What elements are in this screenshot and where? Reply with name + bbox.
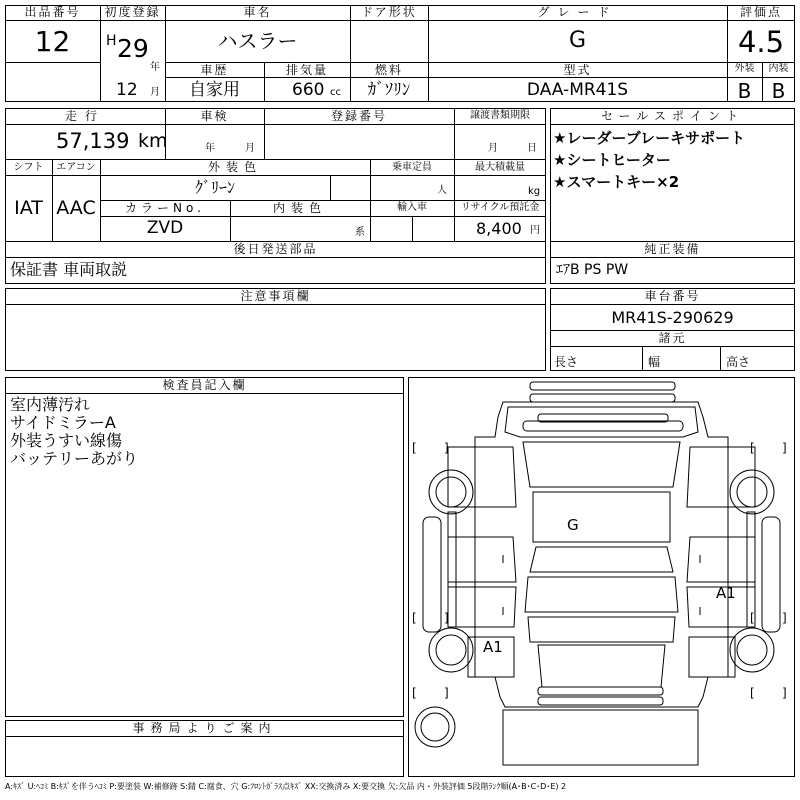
damage-mark-left-rear: A1 [483,638,503,656]
right-sill [747,512,755,627]
divider [550,304,795,305]
registration-month: 12 [116,80,138,100]
dimensions-label: 諸元 [658,331,687,345]
displacement-label: 排気量 [285,63,328,77]
damage-code-legend: A:ｷｽﾞ U:ﾍｺﾐ B:ｷｽﾞを伴うﾍｺﾐ P:要塗装 W:補修跡 S:錆 C:腐食、穴 G:ﾌﾛﾝﾄｶﾞﾗｽ点ｷｽﾞ XX:交換済み X:要交換 欠:欠品 内・外装評価 5段階ﾗﾝｸ順(A･B･C･D･E) 2 [5,782,567,791]
recycle-fee-unit: 円 [530,225,540,236]
interior-color-label: 内装色 [272,201,327,215]
selling-points-label: セールスポイント [601,109,744,123]
bracket-mark: [ [750,441,755,455]
rear-underbody [503,710,698,765]
rear-bumper-panel [538,697,663,705]
interior-color-unit: 系 [355,227,365,238]
right-front-fender [687,447,755,507]
model-code: DAA-MR41S [526,80,629,100]
registration-number-label: 登録番号 [330,109,387,123]
max-load-label: 最大積載量 [475,162,525,173]
inspection-month-unit: 月 [245,143,255,154]
inspector-note: サイドミラーA [10,413,116,432]
windshield [523,442,680,487]
aircon: AAC [56,197,96,219]
front-bumper-panel [530,382,675,390]
shift-label: シフト [13,162,44,173]
divider [100,20,727,21]
height-label: 高さ [726,355,751,369]
fuel-label: 燃料 [374,63,403,77]
recycle-fee-label: リサイクル預託金 [460,202,540,213]
first-registration-label: 初度登録 [104,5,161,19]
inspector-label: 検査員記入欄 [162,378,247,392]
tailgate [538,645,665,687]
inspection-label: 車検 [200,109,229,123]
exterior-color-label: 外装色 [207,160,262,174]
spare-wheel [415,707,455,747]
wheel-rear-left [429,628,473,672]
bracket-mark: [ [750,686,755,700]
rear-window [528,617,675,642]
divider [550,257,795,258]
length-label: 長さ [554,355,579,369]
aircon-label: エアコン [56,162,96,173]
wheel-rear-right [730,628,774,672]
capacity-label: 乗車定員 [392,162,432,173]
left-rear-door [448,587,516,627]
interior-grade: B [771,79,786,103]
transfer-day-unit: 日 [527,143,537,154]
bracket-mark: ] [444,441,449,455]
divider [5,736,404,737]
car-name: ハスラー [217,29,298,53]
left-front-door [448,537,516,582]
chassis-number: MR41S-290629 [611,308,734,327]
era-prefix: H [106,33,117,49]
divider [100,216,546,217]
divider [5,393,404,394]
bracket-mark: ] [782,611,787,625]
wheel-front-left [429,470,473,514]
overall-score: 4.5 [737,25,785,59]
divider [165,62,795,63]
divider [330,175,331,200]
front-bumper-panel [530,394,675,402]
divider [5,62,100,63]
grade: G [568,28,587,53]
bracket-mark: [ [412,611,417,625]
damage-mark-roof: G [567,516,579,534]
later-parts: 保証書 車両取説 [10,260,128,279]
inspector-note: 外装うすい線傷 [10,431,123,450]
left-sill [448,512,456,627]
right-front-door [687,537,755,582]
mileage-label: 走行 [64,109,105,123]
displacement-unit: cc [330,87,341,98]
equipment-label: 純正装備 [644,242,701,256]
max-load-unit: kg [528,186,541,197]
door-type-label: ドア形状 [361,5,417,19]
roof-panel [533,492,670,542]
lot-number-label: 出品番号 [24,5,81,19]
left-front-fender [448,447,516,507]
transfer-month-unit: 月 [488,143,498,154]
color-number-label: カラーNo. [125,201,205,215]
divider [550,346,795,347]
divider [642,346,643,371]
inspector-note: バッテリーあがり [10,449,139,468]
divider [5,175,546,176]
transfer-doc-label: 譲渡書類期限 [470,110,530,121]
later-parts-label: 後日発送部品 [233,242,318,256]
right-mirror [762,517,780,632]
bracket-mark: ] [444,686,449,700]
rear-cabin [525,577,678,612]
divider [412,216,413,241]
bracket-mark: ] [444,611,449,625]
history-label: 車歴 [200,63,229,77]
divider [165,77,795,78]
damage-mark-right-door: A1 [716,584,736,602]
exterior-grade-label: 外装 [734,63,755,74]
score-label: 評価点 [739,5,782,19]
selling-point-item: ★レーダーブレーキサポート [553,129,746,147]
width-label: 幅 [648,355,661,369]
chassis-number-label: 車台番号 [644,289,701,303]
month-unit: 月 [150,87,160,98]
inspection-year-unit: 年 [205,143,215,154]
fuel: ｶﾞｿﾘﾝ [367,80,411,100]
grade-label: グレード [537,5,618,19]
inspector-note: 室内薄汚れ [10,395,91,414]
notes-label: 注意事項欄 [240,289,311,303]
capacity-unit: 人 [437,185,447,196]
mileage: 57,139 [56,129,130,153]
history: 自家用 [189,80,240,100]
mileage-unit: km [138,130,168,152]
interior-grade-label: 内装 [768,63,789,74]
rear-bumper-panel [538,687,663,695]
exterior-color: ｸﾞﾘｰﾝ [194,178,235,197]
divider [720,346,721,371]
color-number: ZVD [146,218,184,238]
divider [5,20,100,21]
bracket-mark: ] [782,686,787,700]
year-unit: 年 [150,62,160,73]
divider [5,124,546,125]
divider [5,159,546,160]
import-label: 輸入車 [397,202,427,213]
model-label: 型式 [563,63,592,77]
rear-roof [530,547,673,572]
exterior-grade: B [737,79,752,103]
shift: IAT [14,197,43,219]
car-diagram [408,377,795,777]
selling-point-item: ★スマートキー×2 [553,173,680,191]
left-mirror [423,517,441,632]
wheel-front-right [730,470,774,514]
car-name-label: 車名 [243,5,272,19]
divider [5,257,546,258]
bracket-mark: [ [412,441,417,455]
recycle-fee: 8,400 [476,219,522,238]
bracket-mark: ] [782,441,787,455]
divider [550,124,795,125]
divider [727,20,795,21]
selling-point-item: ★シートヒーター [553,151,671,169]
divider [5,304,546,305]
equipment: ｴｱB PS PW [556,262,629,278]
registration-year: 29 [117,34,149,63]
displacement: 660 [292,80,325,100]
lot-number: 12 [34,25,71,58]
bracket-mark: [ [750,611,755,625]
office-notice-label: 事務局よりご案内 [132,721,277,735]
bracket-mark: [ [412,686,417,700]
